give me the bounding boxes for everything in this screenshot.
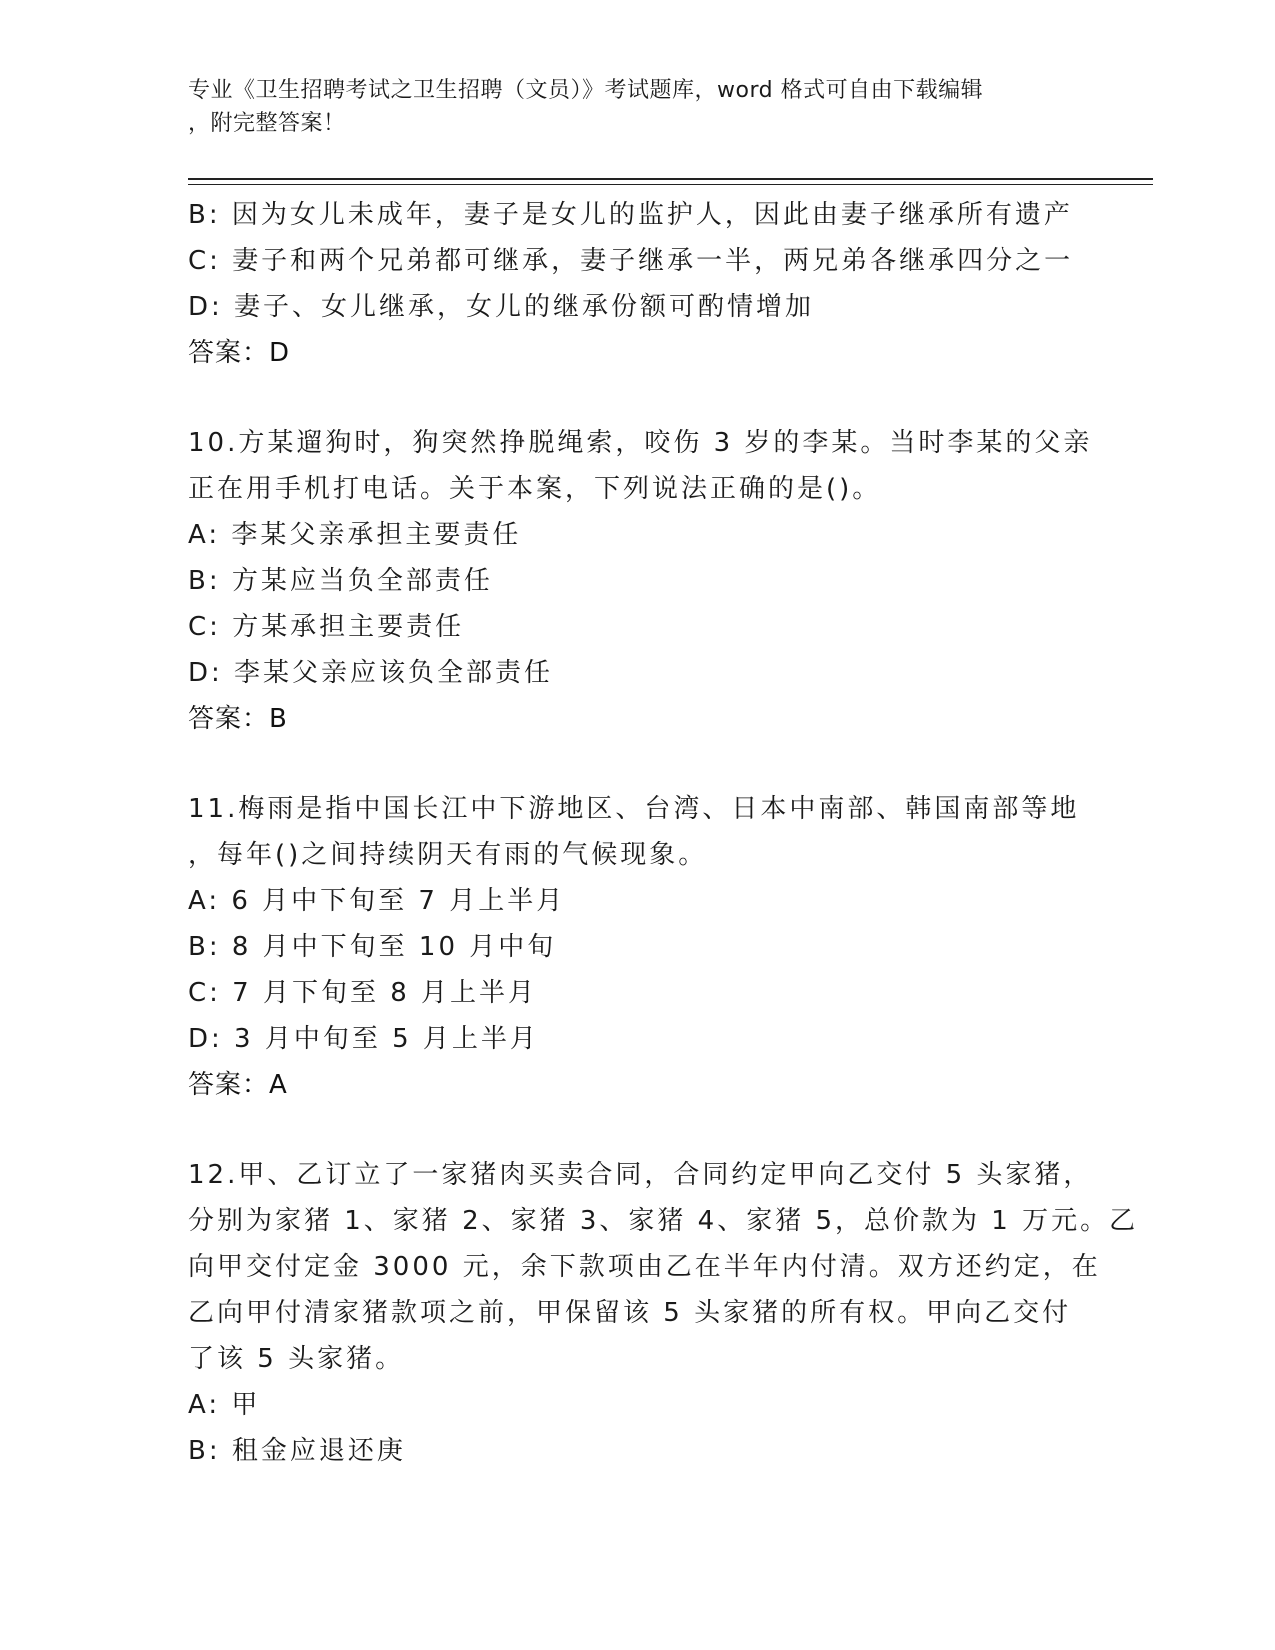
document-body (188, 192, 1139, 1474)
option-b: B: 8 月中下旬至 10 月中旬 (188, 932, 557, 962)
option-a: A: 甲 (188, 1390, 261, 1420)
question-9 (188, 192, 1088, 376)
spacer (188, 1108, 1088, 1152)
header-divider-thick (188, 178, 1153, 180)
option-c: C: 7 月下旬至 8 月上半月 (188, 978, 538, 1008)
answer: 答案：A (188, 1070, 288, 1100)
spacer (188, 742, 1088, 786)
document-header (188, 74, 1078, 140)
question-stem-line: 12.甲、乙订立了一家猪肉买卖合同，合同约定甲向乙交付 5 头家猪， (188, 1160, 1093, 1190)
question-stem-line: 10.方某遛狗时，狗突然挣脱绳索，咬伤 3 岁的李某。当时李某的父亲 (188, 428, 1093, 458)
question-stem-line: 向甲交付定金 3000 元，余下款项由乙在半年内付清。双方还约定，在 (188, 1252, 1101, 1282)
option-c: C: 方某承担主要责任 (188, 612, 465, 642)
question-stem-line: 正在用手机打电话。关于本案，下列说法正确的是()。 (188, 474, 882, 504)
option-d: D: 3 月中旬至 5 月上半月 (188, 1024, 539, 1054)
spacer (188, 376, 1088, 420)
question-stem-line: 乙向甲付清家猪款项之前，甲保留该 5 头家猪的所有权。甲向乙交付 (188, 1298, 1072, 1328)
option-b: B: 因为女儿未成年，妻子是女儿的监护人，因此由妻子继承所有遗产 (188, 200, 1073, 230)
option-b: B: 租金应退还庚 (188, 1436, 406, 1466)
header-divider-thin (188, 184, 1153, 185)
answer: 答案：B (188, 704, 288, 734)
header-line-2: ，附完整答案！ (188, 111, 346, 136)
question-stem-line: 了该 5 头家猪。 (188, 1344, 405, 1374)
option-a: A: 李某父亲承担主要责任 (188, 520, 522, 550)
question-stem-line: 11.梅雨是指中国长江中下游地区、台湾、日本中南部、韩国南部等地 (188, 794, 1080, 824)
question-11 (188, 786, 1088, 1108)
option-d: D: 妻子、女儿继承，女儿的继承份额可酌情增加 (188, 292, 815, 322)
option-d: D: 李某父亲应该负全部责任 (188, 658, 554, 688)
answer: 答案：D (188, 338, 291, 368)
option-c: C: 妻子和两个兄弟都可继承，妻子继承一半，两兄弟各继承四分之一 (188, 246, 1074, 276)
question-10 (188, 420, 1093, 742)
header-line-1: 专业《卫生招聘考试之卫生招聘（文员）》考试题库，word 格式可自由下载编辑 (188, 78, 984, 103)
option-a: A: 6 月中下旬至 7 月上半月 (188, 886, 566, 916)
question-stem-line: ，每年()之间持续阴天有雨的气候现象。 (188, 840, 708, 870)
question-12 (188, 1152, 1139, 1474)
question-stem-line: 分别为家猪 1、家猪 2、家猪 3、家猪 4、家猪 5，总价款为 1 万元。乙 (188, 1206, 1139, 1236)
option-b: B: 方某应当负全部责任 (188, 566, 493, 596)
